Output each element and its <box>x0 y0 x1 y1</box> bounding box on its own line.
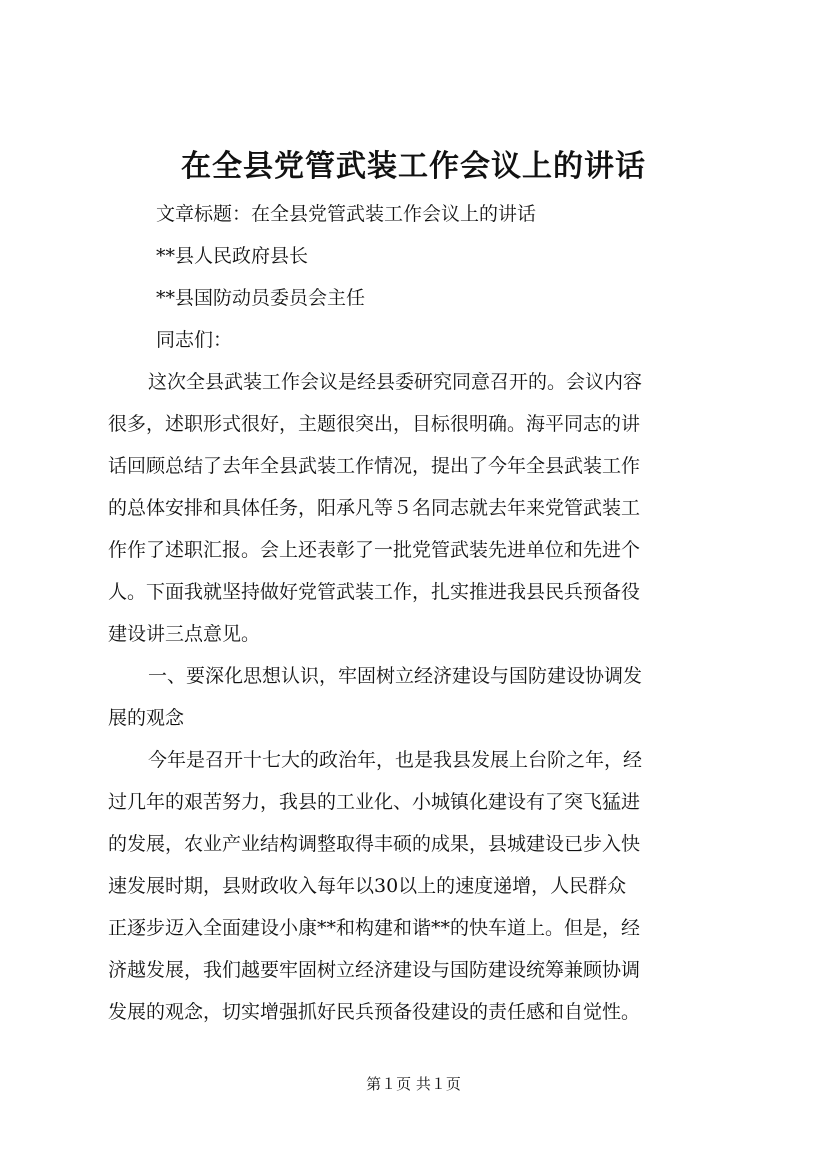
text-line: 今年是召开十七大的政治年，也是我县发展上台阶之年，经 <box>148 749 643 771</box>
text-line: 展的观念 <box>108 707 185 729</box>
text-line: 济越发展，我们越要牢固树立经济建设与国防建设统筹兼顾协调 <box>108 959 641 981</box>
page-number-footer: 第１页 共１页 <box>366 1075 461 1093</box>
article-title-line: 文章标题：在全县党管武装工作会议上的讲话 <box>156 203 537 225</box>
author-title-defense-committee: **县国防动员委员会主任 <box>156 287 366 309</box>
section-heading-one <box>108 655 728 739</box>
text-line: 的发展，农业产业结构调整取得丰硕的成果，县城建设已步入快 <box>108 833 641 855</box>
text-line: 的总体安排和具体任务，阳承凡等５名同志就去年来党管武装工 <box>108 497 641 519</box>
text-line: 建设讲三点意见。 <box>108 623 261 645</box>
paragraph-body <box>108 739 728 1033</box>
text-line: 话回顾总结了去年全县武装工作情况，提出了今年全县武装工作 <box>108 455 641 477</box>
author-title-county-head: **县人民政府县长 <box>156 245 309 267</box>
text-line: 发展的观念，切实增强抓好民兵预备役建设的责任感和自觉性。 <box>108 1001 641 1023</box>
text-line: 一、要深化思想认识，牢固树立经济建设与国防建设协调发 <box>148 665 643 687</box>
salutation: 同志们： <box>156 329 233 351</box>
text-line: 过几年的艰苦努力，我县的工业化、小城镇化建设有了突飞猛进 <box>108 791 641 813</box>
text-line: 作作了述职汇报。会上还表彰了一批党管武装先进单位和先进个 <box>108 539 641 561</box>
paragraph-intro <box>108 361 728 655</box>
text-line: 正逐步迈入全面建设小康**和构建和谐**的快车道上。但是，经 <box>108 917 641 939</box>
text-line: 这次全县武装工作会议是经县委研究同意召开的。会议内容 <box>148 371 643 393</box>
text-line: 人。下面我就坚持做好党管武装工作，扎实推进我县民兵预备役 <box>108 581 641 603</box>
document-title: 在全县党管武装工作会议上的讲话 <box>181 149 646 184</box>
text-line: 速发展时期，县财政收入每年以30以上的速度递增，人民群众 <box>108 875 627 897</box>
text-line: 很多，述职形式很好，主题很突出，目标很明确。海平同志的讲 <box>108 413 641 435</box>
